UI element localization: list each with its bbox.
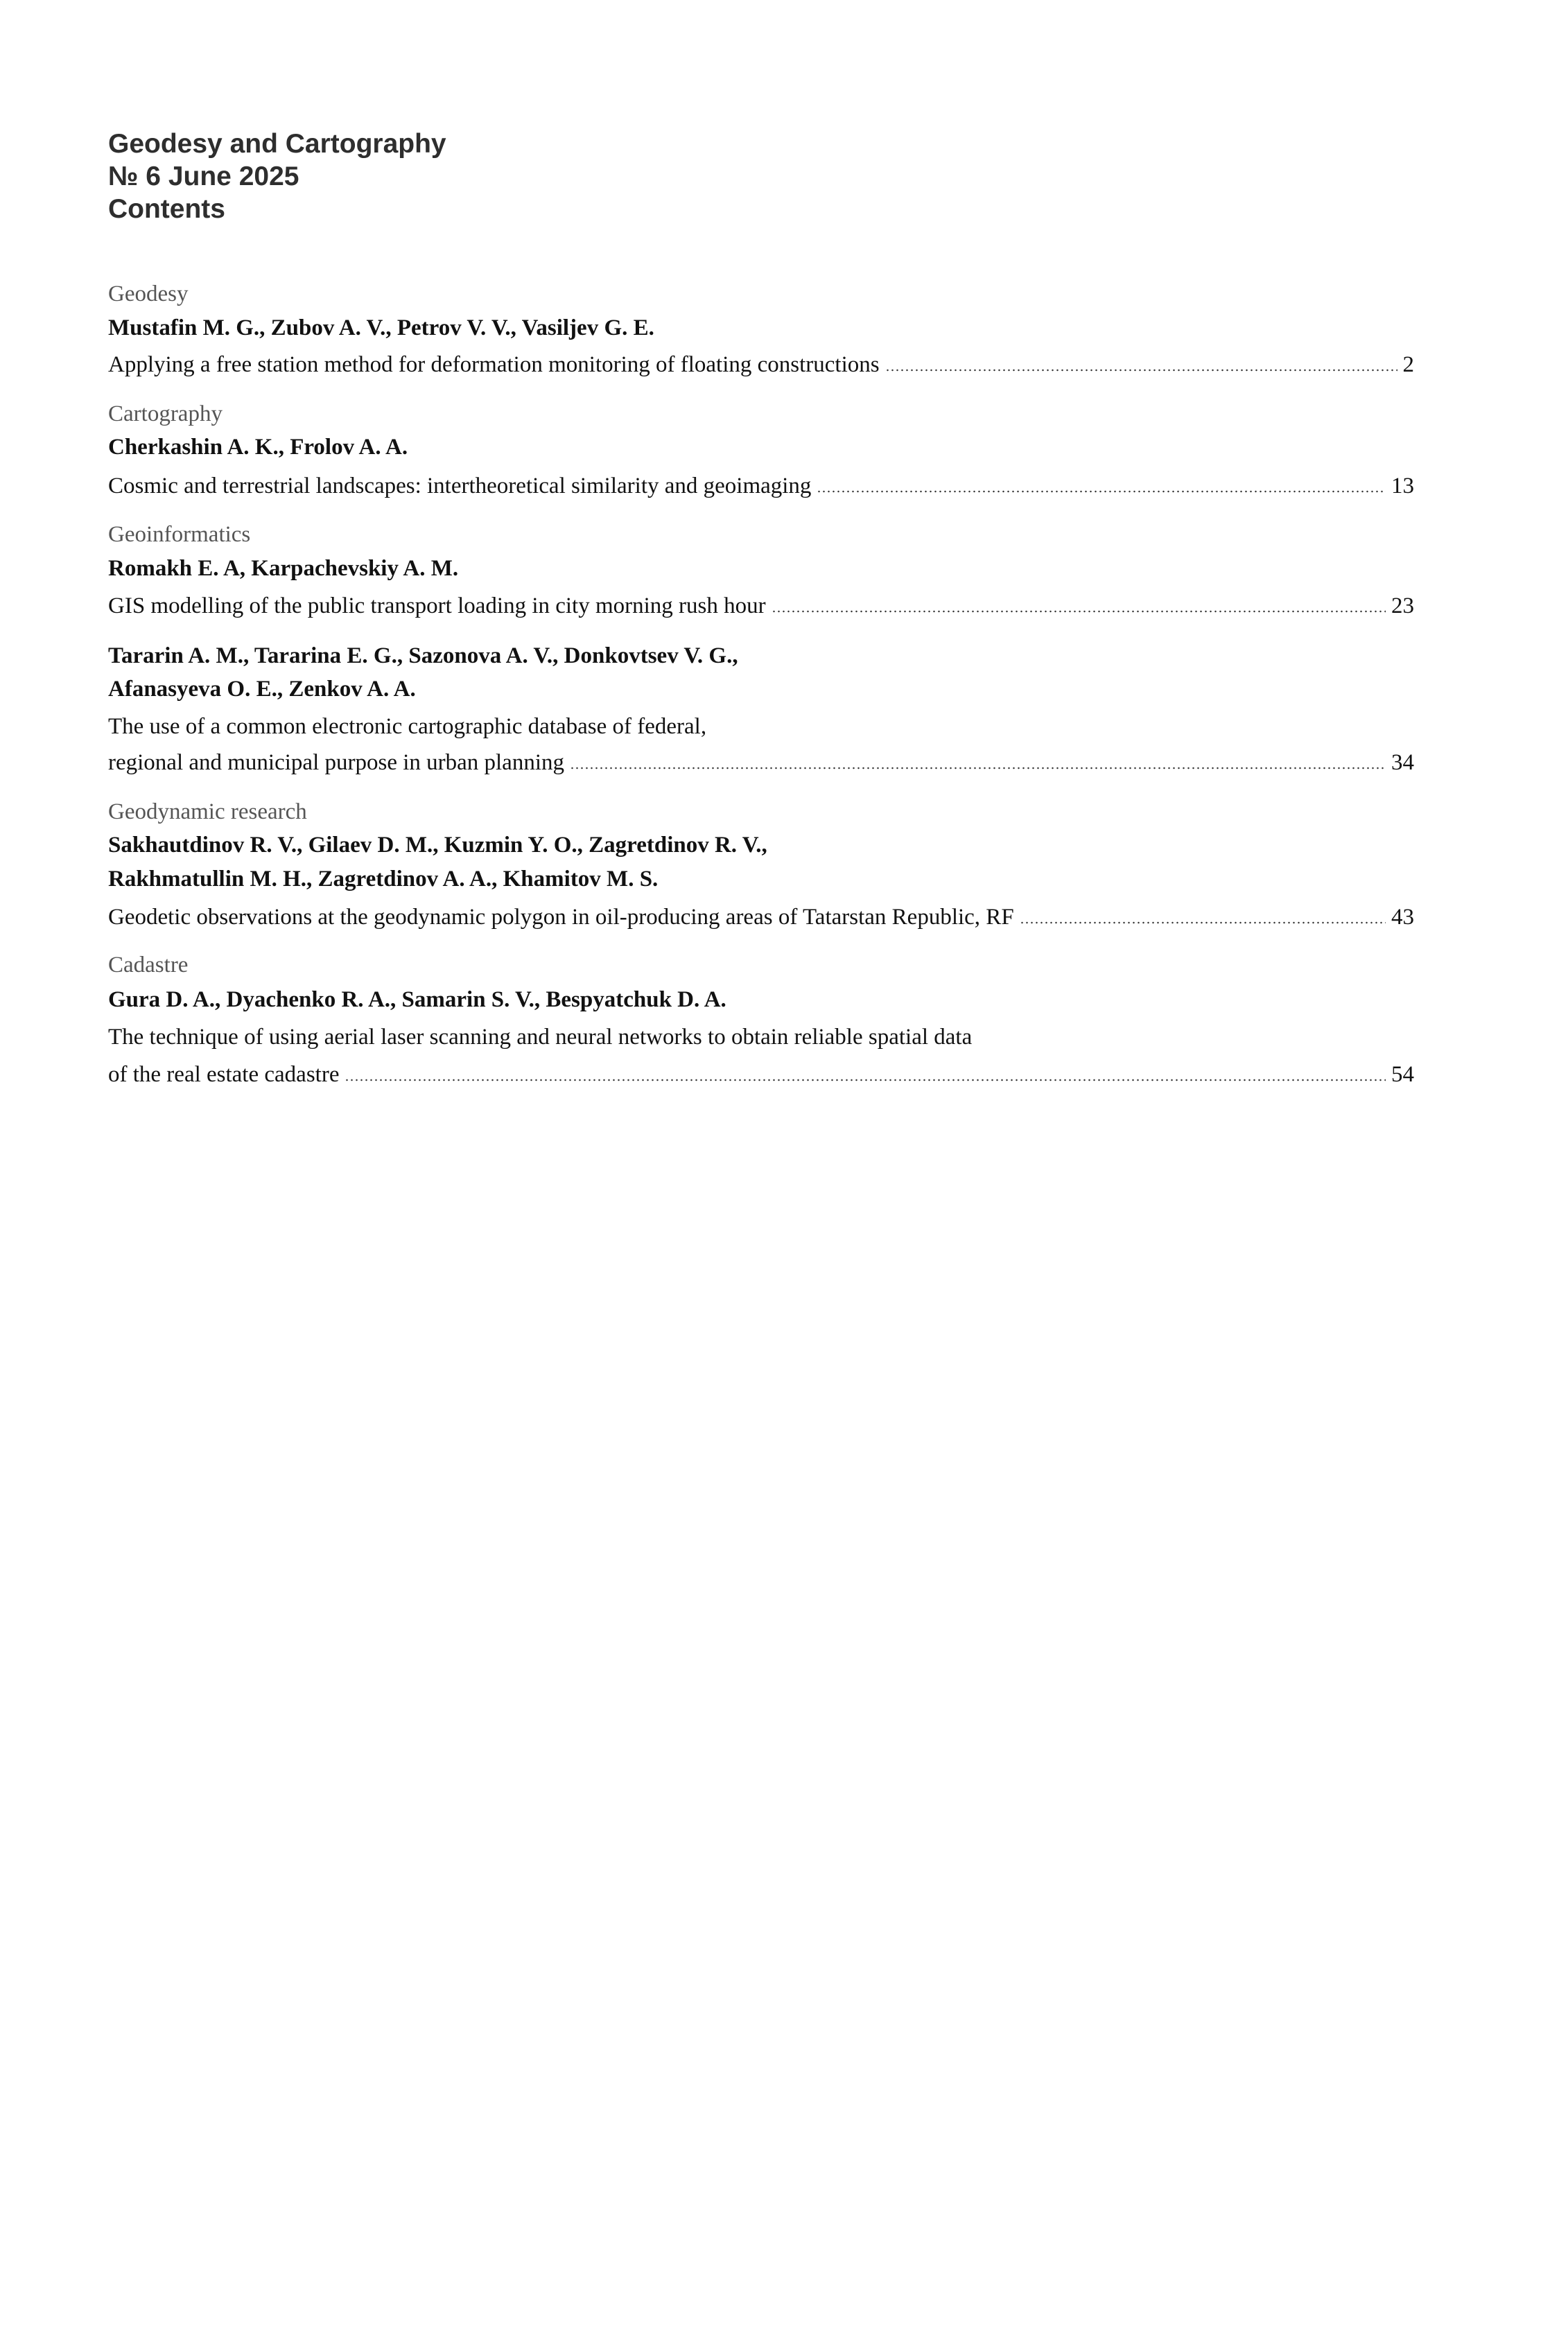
article-authors: Mustafin M. G., Zubov A. V., Petrov V. V., Vasiljev G. E. [108, 315, 654, 340]
dot-leader [345, 1079, 1386, 1081]
issue-date: № 6 June 2025 [108, 162, 299, 191]
journal-title: Geodesy and Cartography [108, 129, 446, 159]
article-authors: Cherkashin A. K., Frolov A. A. [108, 435, 408, 460]
article-title: Applying a free station method for deformation monitoring of floating constructions [108, 352, 880, 377]
section-heading: Cadastre [108, 953, 189, 977]
page-number: 13 [1391, 473, 1414, 498]
toc-entry[interactable] [108, 592, 1414, 620]
article-title: of the real estate cadastre [108, 1062, 340, 1087]
article-title: Geodetic observations at the geodynamic polygon in oil-producing areas of Tatarstan Republic, RF [108, 905, 1014, 930]
page-number: 54 [1391, 1062, 1414, 1087]
dot-leader [570, 767, 1386, 769]
article-authors: Gura D. A., Dyachenko R. A., Samarin S. V., Bespyatchuk D. A. [108, 987, 726, 1012]
section-heading: Geodynamic research [108, 799, 307, 824]
section-heading: Geodesy [108, 281, 189, 306]
section-heading: Cartography [108, 401, 223, 426]
article-title: The use of a common electronic cartographic database of federal, [108, 714, 707, 739]
article-authors: Sakhautdinov R. V., Gilaev D. M., Kuzmin Y. O., Zagretdinov R. V., [108, 833, 767, 858]
toc-entry[interactable] [108, 472, 1414, 500]
article-authors: Rakhmatullin M. H., Zagretdinov A. A., Khamitov M. S. [108, 867, 659, 892]
dot-leader [772, 610, 1386, 613]
dot-leader [885, 369, 1397, 372]
article-authors: Tararin A. M., Tararina E. G., Sazonova A. V., Donkovtsev V. G., [108, 643, 738, 668]
toc-entry[interactable] [108, 1061, 1414, 1088]
section-heading: Geoinformatics [108, 522, 251, 547]
toc-entry[interactable] [108, 749, 1414, 776]
page-number: 23 [1391, 593, 1414, 618]
article-authors: Romakh E. A, Karpachevskiy A. M. [108, 556, 459, 581]
article-title: GIS modelling of the public transport loading in city morning rush hour [108, 593, 766, 618]
article-title: regional and municipal purpose in urban planning [108, 750, 565, 775]
article-title: The technique of using aerial laser scanning and neural networks to obtain reliable spatial data [108, 1025, 973, 1050]
toc-entry[interactable] [108, 903, 1414, 931]
page-number: 2 [1402, 352, 1414, 377]
article-authors: Afanasyeva O. E., Zenkov A. A. [108, 677, 416, 702]
dot-leader [817, 490, 1386, 493]
contents-heading: Contents [108, 194, 225, 224]
page-number: 34 [1391, 750, 1414, 775]
toc-entry[interactable] [108, 351, 1414, 379]
dot-leader [1020, 921, 1386, 924]
page-number: 43 [1391, 905, 1414, 930]
article-title: Cosmic and terrestrial landscapes: intertheoretical similarity and geoimaging [108, 473, 812, 498]
